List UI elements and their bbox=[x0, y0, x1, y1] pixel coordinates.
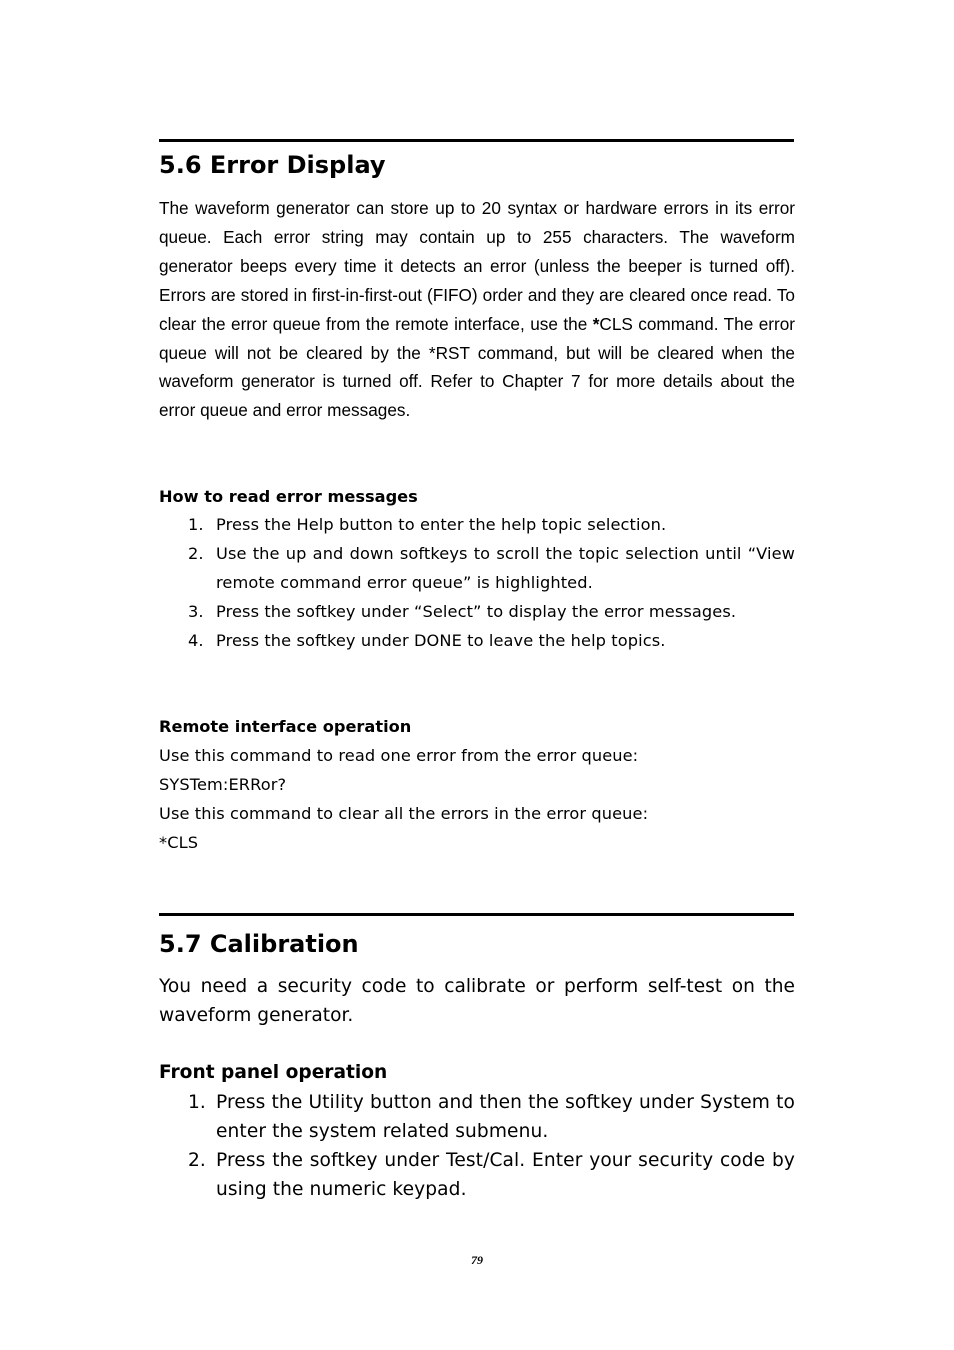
section-title-error-display: 5.6 Error Display bbox=[159, 151, 386, 179]
remote-interface-heading: Remote interface operation bbox=[159, 717, 412, 736]
remote-line: Use this command to read one error from the error queue: bbox=[159, 746, 639, 765]
list-item: 1. Press the Utility button and then the softkey under System to enter the system related submenu. bbox=[188, 1092, 795, 1142]
list-item: 3. Press the softkey under “Select” to display the error messages. bbox=[188, 601, 737, 621]
error-display-description bbox=[159, 194, 795, 425]
how-to-read-heading: How to read error messages bbox=[159, 487, 418, 506]
read-errors-steps bbox=[188, 511, 795, 656]
section-divider bbox=[159, 913, 794, 916]
list-item: 2. Use the up and down softkeys to scroll the topic selection until “View remote command error queue” is highlighted. bbox=[188, 543, 795, 592]
calibration-steps bbox=[188, 1088, 795, 1204]
section-divider bbox=[159, 139, 794, 142]
calibration-description: You need a security code to calibrate or perform self-test on the waveform generator. bbox=[159, 976, 795, 1026]
section-title-calibration: 5.7 Calibration bbox=[159, 930, 359, 958]
front-panel-heading: Front panel operation bbox=[159, 1062, 388, 1083]
list-item: 4. Press the softkey under DONE to leave the help topics. bbox=[188, 630, 666, 650]
error-display-text-1: The waveform generator can store up to 20 syntax or hardware errors in its error queue. Each error string may contain up to 255 characters. The waveform generator beeps every time it detects an error (unless the beeper is turned off). Errors are stored in first-in-first-out (FIFO) order and they are cleared once read. To clear the error queue from the remote interface, use the bbox=[159, 198, 795, 334]
page-number: 79 bbox=[471, 1253, 483, 1267]
error-display-text-2: CLS command. The error queue will not be cleared by the *RST command, but will be cleared when the waveform generator is turned off. Refer to Chapter 7 for more details about the error queue and error messages. bbox=[159, 313, 795, 421]
list-item: 1. Press the Help button to enter the help topic selection. bbox=[188, 515, 667, 534]
remote-command-read: SYSTem:ERRor? bbox=[159, 775, 287, 794]
list-item: 2. Press the softkey under Test/Cal. Enter your security code by using the numeric keypad. bbox=[188, 1150, 795, 1200]
remote-line: Use this command to clear all the errors in the error queue: bbox=[159, 804, 649, 823]
remote-command-clear: *CLS bbox=[159, 833, 199, 852]
error-display-bold-asterisk: * bbox=[592, 313, 600, 334]
